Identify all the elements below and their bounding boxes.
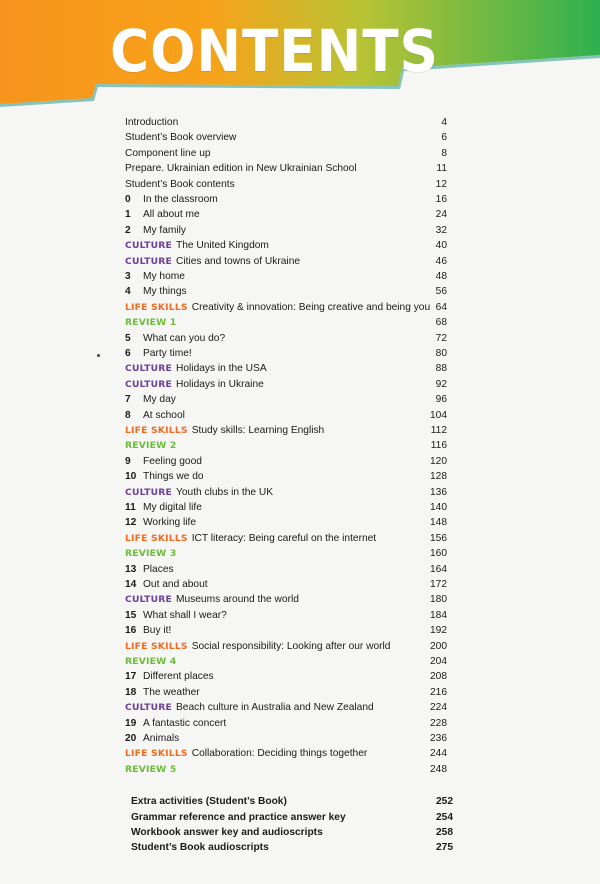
review-tag: REVIEW 4	[125, 656, 177, 667]
toc-page-number: 48	[435, 271, 447, 282]
toc-page-number: 224	[430, 702, 447, 714]
toc-page-number: 46	[435, 255, 447, 267]
toc-tagged-entry	[125, 531, 376, 546]
toc-unit-row[interactable]	[125, 700, 447, 715]
toc-intro-row[interactable]	[125, 177, 447, 192]
toc-entry-title: Places	[143, 563, 174, 575]
toc-unit-row[interactable]	[125, 207, 447, 222]
toc-page-number: 88	[435, 363, 447, 375]
toc-page-number: 120	[430, 455, 447, 467]
toc-page-number: 24	[435, 209, 447, 221]
culture-tag: CULTURE	[125, 363, 173, 375]
toc-page-number: 116	[430, 440, 447, 452]
toc-extra-row[interactable]	[131, 840, 453, 855]
culture-tag: CULTURE	[125, 702, 173, 714]
toc-unit-row[interactable]	[125, 531, 447, 546]
life-skills-tag: LIFE SKILLS	[125, 301, 188, 313]
toc-entry-title: Holidays in Ukraine	[176, 378, 264, 390]
unit-number: 0	[125, 194, 131, 205]
toc-unit-row[interactable]	[125, 762, 447, 777]
life-skills-tag: LIFE SKILLS	[125, 532, 188, 544]
toc-unit-row[interactable]	[125, 438, 447, 453]
unit-number: 20	[125, 733, 137, 744]
toc-entry-title: A fantastic concert	[143, 717, 227, 729]
toc-unit-row[interactable]	[125, 254, 447, 269]
toc-unit-row[interactable]	[125, 238, 447, 253]
toc-unit-row[interactable]	[125, 300, 447, 315]
toc-entry-title: Social responsibility: Looking after our world	[191, 640, 391, 652]
toc-page-number: 8	[441, 147, 447, 159]
unit-number: 14	[125, 579, 137, 590]
toc-unit-row[interactable]	[125, 408, 447, 423]
review-tag: REVIEW 2	[125, 440, 177, 452]
toc-tagged-entry	[125, 377, 264, 392]
unit-number: 8	[125, 409, 131, 421]
toc-entry-title: My family	[143, 224, 187, 236]
toc-page-number: 252	[436, 796, 453, 808]
toc-entry-title: Feeling good	[143, 455, 202, 467]
unit-number: 7	[125, 394, 131, 406]
toc-unit-row[interactable]	[125, 500, 447, 515]
toc-page-number: 92	[435, 378, 447, 390]
toc-page-number: 192	[430, 625, 447, 637]
toc-unit-row[interactable]	[125, 669, 447, 684]
toc-page-number: 244	[430, 748, 447, 760]
toc-tagged-entry	[125, 746, 367, 761]
toc-intro-row[interactable]	[125, 115, 447, 130]
toc-page-number: 96	[435, 394, 447, 406]
toc-entry-title: Out and about	[143, 579, 208, 590]
toc-page-number: 208	[430, 671, 447, 683]
toc-intro-row[interactable]	[125, 161, 447, 176]
toc-tagged-entry	[125, 485, 273, 500]
review-tag: REVIEW 3	[125, 548, 177, 560]
toc-unit-row[interactable]	[125, 731, 447, 746]
toc-unit-row[interactable]	[125, 485, 447, 500]
toc-page-number: 184	[430, 609, 447, 621]
toc-page-number: 258	[436, 827, 453, 838]
toc-entry-title: Working life	[143, 517, 197, 529]
toc-unit-row[interactable]	[125, 423, 447, 438]
toc-page-number: 156	[430, 532, 447, 544]
toc-page-number: 112	[430, 425, 447, 436]
toc-page-number: 204	[430, 656, 447, 667]
toc-entry-title: My digital life	[143, 502, 202, 513]
toc-entry-title: My day	[143, 394, 176, 406]
toc-entry-title: Holidays in the USA	[176, 363, 267, 375]
toc-entry-title: Component line up	[125, 147, 211, 159]
life-skills-tag: LIFE SKILLS	[125, 425, 188, 436]
toc-entry-title: Collaboration: Deciding things together	[191, 748, 368, 760]
toc-page-number: 80	[435, 348, 447, 359]
toc-entry-title: Introduction	[125, 117, 179, 128]
unit-number: 9	[125, 455, 131, 467]
toc-tagged-entry	[125, 238, 269, 253]
toc-tagged-entry	[125, 592, 299, 607]
toc-tagged-entry	[125, 546, 180, 561]
toc-page-number: 254	[436, 811, 453, 823]
toc-page-number: 104	[430, 409, 447, 421]
toc-tagged-entry	[125, 762, 180, 777]
toc-unit-row[interactable]	[125, 746, 447, 761]
unit-number: 19	[125, 717, 137, 729]
toc-unit-row[interactable]	[125, 623, 447, 638]
unit-number: 3	[125, 271, 131, 282]
toc-unit-row[interactable]	[125, 284, 447, 299]
toc-entry-title: At school	[143, 409, 185, 421]
toc-page-number: 172	[430, 579, 447, 590]
review-tag: REVIEW 5	[125, 763, 177, 775]
contents-header-banner	[0, 0, 600, 110]
toc-page-number: 140	[430, 502, 447, 513]
toc-intro-row[interactable]	[125, 130, 447, 145]
toc-tagged-entry	[125, 639, 390, 654]
toc-tagged-entry	[125, 423, 324, 438]
unit-number: 16	[125, 625, 137, 637]
culture-tag: CULTURE	[125, 378, 173, 390]
unit-number: 1	[125, 209, 131, 221]
unit-number: 2	[125, 224, 131, 236]
toc-entry-title: Study skills: Learning English	[191, 425, 325, 436]
toc-entry-title: Student’s Book overview	[125, 132, 237, 144]
toc-entry-title: What shall I wear?	[143, 609, 227, 621]
toc-entry-title: Museums around the world	[176, 594, 299, 606]
life-skills-tag: LIFE SKILLS	[125, 748, 188, 760]
toc-entry-title: Party time!	[143, 348, 192, 359]
toc-page-number: 164	[430, 563, 447, 575]
toc-unit-row[interactable]	[125, 454, 447, 469]
toc-page-number: 12	[435, 178, 447, 190]
toc-unit-row[interactable]	[125, 469, 447, 484]
toc-tagged-entry	[125, 700, 374, 715]
toc-page-number: 148	[430, 517, 447, 529]
toc-page-number: 11	[436, 163, 447, 175]
toc-entry-title: Beach culture in Australia and New Zealand	[176, 702, 374, 714]
toc-entry-title: Extra activities (Student’s Book)	[131, 796, 287, 808]
toc-page-number: 64	[435, 301, 447, 313]
toc-unit-row[interactable]	[125, 346, 447, 361]
toc-unit-row[interactable]	[125, 654, 447, 669]
toc-entry-title: Buy it!	[143, 625, 172, 637]
toc-entry-title: Student’s Book contents	[125, 178, 235, 190]
toc-unit-row[interactable]	[125, 716, 447, 731]
toc-extra-row[interactable]	[131, 810, 453, 825]
unit-number: 4	[125, 286, 131, 298]
toc-unit-row[interactable]	[125, 223, 447, 238]
toc-unit-row[interactable]	[125, 562, 447, 577]
unit-number: 13	[125, 563, 137, 575]
toc-entry-title: Youth clubs in the UK	[176, 486, 274, 498]
toc-unit-row[interactable]	[125, 546, 447, 561]
toc-entry-title: Animals	[143, 733, 180, 744]
toc-page-number: 128	[430, 471, 447, 483]
toc-entry-title: ICT literacy: Being careful on the internet	[191, 532, 377, 544]
toc-page-number: 248	[430, 763, 447, 775]
toc-unit-row[interactable]	[125, 331, 447, 346]
toc-page-number: 216	[430, 686, 447, 698]
toc-entry-title: Student’s Book audioscripts	[131, 842, 269, 854]
toc-page-number: 236	[430, 733, 447, 744]
toc-entry-title: Workbook answer key and audioscripts	[131, 827, 323, 838]
culture-tag: CULTURE	[125, 486, 173, 498]
toc-page-number: 200	[430, 640, 447, 652]
toc-tagged-entry	[125, 254, 300, 269]
toc-entry-title: Grammar reference and practice answer key	[131, 811, 346, 823]
toc-tagged-entry	[125, 315, 180, 330]
toc-unit-row[interactable]	[125, 685, 447, 700]
toc-unit-row[interactable]	[125, 377, 447, 392]
toc-entry-title: In the classroom	[143, 194, 218, 205]
review-tag: REVIEW 1	[125, 317, 177, 329]
toc-entry-title: Prepare. Ukrainian edition in New Ukrainian School	[125, 163, 357, 175]
toc-page-number: 16	[435, 194, 447, 205]
toc-entry-title: Things we do	[143, 471, 204, 483]
culture-tag: CULTURE	[125, 594, 173, 606]
toc-unit-row[interactable]	[125, 515, 447, 530]
toc-page-number: 136	[430, 486, 447, 498]
toc-unit-row[interactable]	[125, 315, 447, 330]
toc-page-number: 72	[435, 332, 447, 344]
culture-tag: CULTURE	[125, 255, 173, 267]
toc-entry-title: All about me	[143, 209, 200, 221]
toc-entry-title: My things	[143, 286, 187, 298]
life-skills-tag: LIFE SKILLS	[125, 640, 188, 652]
toc-unit-row[interactable]	[125, 361, 447, 376]
toc-page-number: 180	[430, 594, 447, 606]
toc-page-number: 40	[435, 240, 447, 252]
toc-entry-title: Creativity & innovation: Being creative and being you	[191, 301, 431, 313]
culture-tag: CULTURE	[125, 240, 173, 252]
toc-unit-row[interactable]	[125, 392, 447, 407]
toc-page-number: 275	[436, 842, 453, 854]
toc-entry-title: The United Kingdom	[176, 240, 269, 252]
toc-page-number: 160	[430, 548, 447, 560]
toc-page-number: 4	[441, 117, 447, 128]
toc-entry-title: The weather	[143, 686, 200, 698]
toc-tagged-entry	[125, 300, 430, 315]
toc-page-number: 32	[435, 224, 447, 236]
toc-tagged-entry	[125, 654, 180, 669]
toc-page-number: 68	[435, 317, 447, 329]
toc-entry-title: My home	[143, 271, 185, 282]
toc-page-number: 56	[435, 286, 447, 298]
toc-intro-row[interactable]	[125, 146, 447, 161]
toc-page-number: 6	[441, 132, 447, 144]
toc-tagged-entry	[125, 361, 267, 376]
toc-entry-title: Different places	[143, 671, 214, 683]
toc-entry-title: Cities and towns of Ukraine	[176, 255, 301, 267]
unit-number: 6	[125, 348, 131, 359]
unit-number: 18	[125, 686, 137, 698]
toc-page-number: 228	[430, 717, 447, 729]
unit-number: 10	[125, 471, 137, 483]
toc-tagged-entry	[125, 438, 180, 453]
toc-extra-row[interactable]	[131, 825, 453, 840]
toc-unit-row[interactable]	[125, 639, 447, 654]
unit-number: 15	[125, 609, 137, 621]
page-title: CONTENTS	[110, 17, 439, 85]
toc-extra-row[interactable]	[131, 794, 453, 809]
unit-number: 12	[125, 517, 137, 529]
toc-unit-row[interactable]	[125, 608, 447, 623]
toc-entry-title: What can you do?	[143, 332, 226, 344]
speck	[97, 354, 100, 357]
unit-number: 5	[125, 332, 131, 344]
toc-unit-row[interactable]	[125, 269, 447, 284]
toc-unit-row[interactable]	[125, 192, 447, 207]
toc-unit-row[interactable]	[125, 577, 447, 592]
unit-number: 11	[125, 502, 136, 513]
unit-number: 17	[125, 671, 137, 683]
toc-unit-row[interactable]	[125, 592, 447, 607]
